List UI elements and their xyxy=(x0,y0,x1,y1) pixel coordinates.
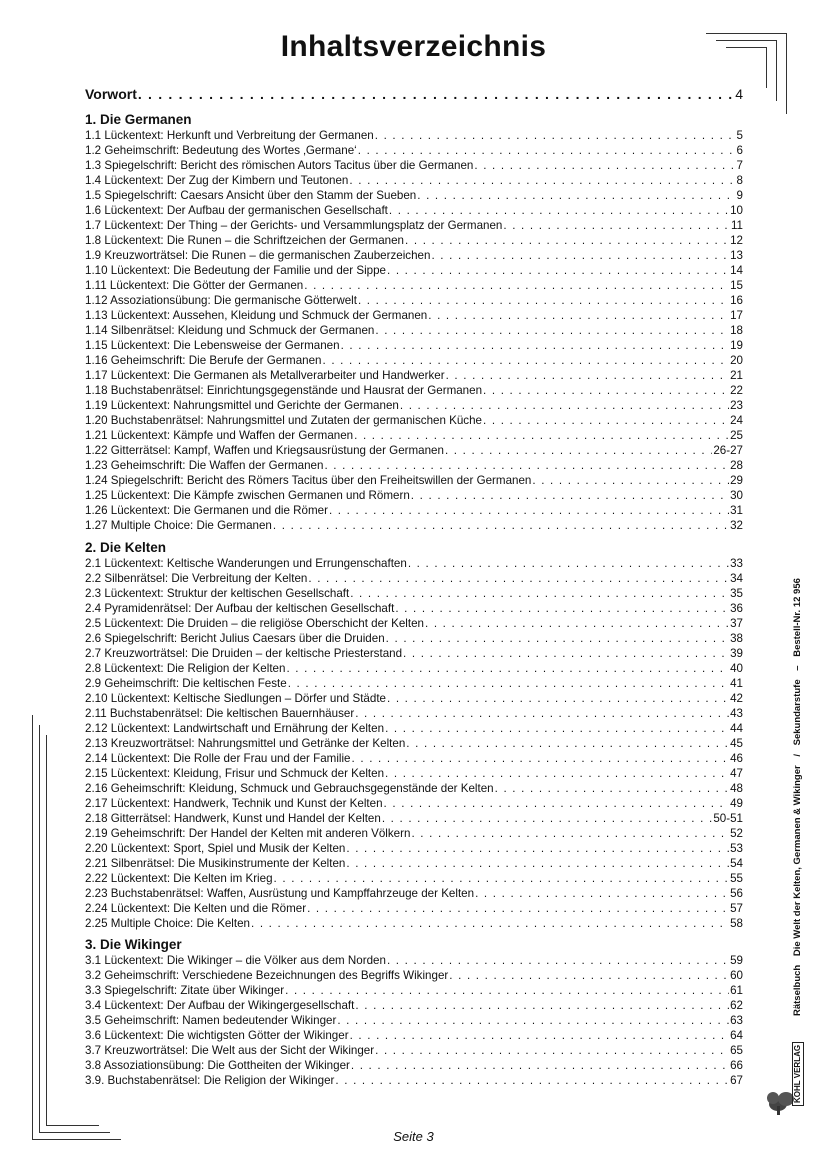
toc-entry[interactable] xyxy=(85,368,743,383)
toc-entry-page: 36 xyxy=(730,602,743,615)
toc-entry[interactable] xyxy=(85,203,743,218)
toc-entry-title: 2.17 Lückentext: Handwerk, Technik und Kunst der Kelten xyxy=(85,797,383,810)
toc-entry[interactable] xyxy=(85,811,743,826)
toc-entry[interactable] xyxy=(85,188,743,203)
toc-entry[interactable] xyxy=(85,998,743,1013)
toc-entry[interactable] xyxy=(85,1013,743,1028)
toc-entry[interactable] xyxy=(85,968,743,983)
toc-entry-page: 61 xyxy=(730,984,743,997)
dot-leader xyxy=(449,968,729,983)
toc-entry-title: 1.13 Lückentext: Aussehen, Kleidung und Schmuck der Germanen xyxy=(85,309,428,322)
toc-entry-page: 16 xyxy=(730,294,743,307)
dot-leader xyxy=(346,841,729,856)
dot-leader xyxy=(408,556,729,571)
toc-entry-title: 2.2 Silbenrätsel: Die Verbreitung der Kelten xyxy=(85,572,308,585)
toc-entry-title: 1.8 Lückentext: Die Runen – die Schriftzeichen der Germanen xyxy=(85,234,405,247)
toc-entry[interactable] xyxy=(85,173,743,188)
toc-entry[interactable] xyxy=(85,158,743,173)
toc-entry-title: 3.4 Lückentext: Der Aufbau der Wikingergesellschaft xyxy=(85,999,355,1012)
toc-entry[interactable] xyxy=(85,841,743,856)
toc-entry-page: 32 xyxy=(730,519,743,532)
dot-leader xyxy=(323,353,730,368)
toc-entry[interactable] xyxy=(85,308,743,323)
dot-leader xyxy=(273,518,729,533)
toc-entry[interactable] xyxy=(85,473,743,488)
toc-entry[interactable] xyxy=(85,488,743,503)
dot-leader xyxy=(384,796,730,811)
toc-entry-title: 1.17 Lückentext: Die Germanen als Metallverarbeiter und Handwerker xyxy=(85,369,445,382)
toc-entry-page: 46 xyxy=(730,752,743,765)
dot-leader xyxy=(346,856,729,871)
toc-entry-page: 65 xyxy=(730,1044,743,1057)
toc-entry[interactable] xyxy=(85,428,743,443)
dot-leader xyxy=(446,368,730,383)
dot-leader xyxy=(385,721,729,736)
dot-leader xyxy=(351,1058,729,1073)
dot-leader xyxy=(341,338,730,353)
toc-entry-vorwort[interactable] xyxy=(85,84,743,104)
dot-leader xyxy=(385,766,729,781)
dot-leader xyxy=(251,916,729,931)
toc-entry-page: 34 xyxy=(730,572,743,585)
toc-entry-page: 7 xyxy=(736,159,743,172)
toc-entry-page: 12 xyxy=(730,234,743,247)
toc-entry-title: 1.10 Lückentext: Die Bedeutung der Familie und der Sippe xyxy=(85,264,386,277)
toc-entry[interactable] xyxy=(85,218,743,233)
toc-entry-title: 3.5 Geheimschrift: Namen bedeutender Wikinger xyxy=(85,1014,337,1027)
toc-entry-title: 3.2 Geheimschrift: Verschiedene Bezeichnungen des Begriffs Wikinger xyxy=(85,969,449,982)
dot-leader xyxy=(425,616,729,631)
dot-leader xyxy=(288,676,729,691)
toc-entry[interactable] xyxy=(85,796,743,811)
dot-leader xyxy=(382,811,713,826)
toc-entry-page: 66 xyxy=(730,1059,743,1072)
toc-entry-title: 2.25 Multiple Choice: Die Kelten xyxy=(85,917,250,930)
toc-entry-page: 28 xyxy=(730,459,743,472)
dot-leader xyxy=(495,781,729,796)
toc-entry[interactable] xyxy=(85,128,743,143)
toc-entry-page: 67 xyxy=(730,1074,743,1087)
toc-entry-title: 2.21 Silbenrätsel: Die Musikinstrumente der Kelten xyxy=(85,857,346,870)
side-level: Sekundarstufe xyxy=(792,679,803,746)
toc-entry-title: 1.11 Lückentext: Die Götter der Germanen xyxy=(85,279,304,292)
dot-leader xyxy=(355,706,729,721)
section-heading: 2. Die Kelten xyxy=(85,540,167,555)
toc-entry[interactable] xyxy=(85,721,743,736)
toc-entry[interactable] xyxy=(85,601,743,616)
toc-entry-page: 4 xyxy=(735,86,743,102)
toc-entry[interactable] xyxy=(85,278,743,293)
toc-entry[interactable] xyxy=(85,503,743,518)
toc-entry-title: 2.8 Lückentext: Die Religion der Kelten xyxy=(85,662,286,675)
dot-leader xyxy=(417,188,735,203)
side-subject: Die Welt der Kelten, Germanen & Wikinger xyxy=(792,765,803,957)
dot-leader xyxy=(324,458,729,473)
dot-leader xyxy=(431,248,729,263)
dot-leader xyxy=(358,143,736,158)
toc-entry-page: 17 xyxy=(730,309,743,322)
dot-leader xyxy=(411,488,729,503)
toc-entry-title: 2.24 Lückentext: Die Kelten und die Römer xyxy=(85,902,307,915)
dot-leader xyxy=(375,1043,729,1058)
dot-leader xyxy=(286,661,729,676)
toc-entry-page: 56 xyxy=(730,887,743,900)
toc-entry[interactable] xyxy=(85,706,743,721)
toc-entry-title: 2.15 Lückentext: Kleidung, Frisur und Schmuck der Kelten xyxy=(85,767,385,780)
dot-leader xyxy=(475,886,729,901)
toc-entry-title: 2.10 Lückentext: Keltische Siedlungen – Dörfer und Städte xyxy=(85,692,386,705)
toc-entry[interactable] xyxy=(85,886,743,901)
dot-leader xyxy=(335,1073,729,1088)
dot-leader xyxy=(532,473,729,488)
toc-entry-page: 13 xyxy=(730,249,743,262)
toc-entry[interactable] xyxy=(85,736,743,751)
toc-entry-title: 2.22 Lückentext: Die Kelten im Krieg xyxy=(85,872,273,885)
toc-entry-title: 1.5 Spiegelschrift: Caesars Ansicht über den Stamm der Sueben xyxy=(85,189,417,202)
toc-entry-page: 5 xyxy=(736,129,743,142)
toc-entry[interactable] xyxy=(85,766,743,781)
toc-entry-title: 1.23 Geheimschrift: Die Waffen der Germanen xyxy=(85,459,324,472)
toc-entry-title: 2.18 Gitterrätsel: Handwerk, Kunst und Handel der Kelten xyxy=(85,812,381,825)
toc-entry-title: 2.23 Buchstabenrätsel: Waffen, Ausrüstung und Kampffahrzeuge der Kelten xyxy=(85,887,475,900)
toc-entry-page: 48 xyxy=(730,782,743,795)
toc-entry-page: 60 xyxy=(730,969,743,982)
dot-leader xyxy=(445,443,712,458)
toc-entry-title: 1.27 Multiple Choice: Die Germanen xyxy=(85,519,272,532)
toc-entry-title: 2.4 Pyramidenrätsel: Der Aufbau der keltischen Gesellschaft xyxy=(85,602,395,615)
toc-entry-page: 42 xyxy=(730,692,743,705)
dot-leader xyxy=(274,871,730,886)
toc-entry[interactable] xyxy=(85,556,743,571)
toc-entry-page: 38 xyxy=(730,632,743,645)
dot-leader xyxy=(375,323,729,338)
toc-entry[interactable] xyxy=(85,826,743,841)
toc-entry-title: 1.16 Geheimschrift: Die Berufe der Germanen xyxy=(85,354,322,367)
toc-entry-page: 50-51 xyxy=(713,812,743,825)
toc-entry-page: 9 xyxy=(736,189,743,202)
toc-entry-page: 41 xyxy=(730,677,743,690)
toc-entry-page: 18 xyxy=(730,324,743,337)
toc-entry[interactable] xyxy=(85,353,743,368)
toc-entry[interactable] xyxy=(85,248,743,263)
toc-entry[interactable] xyxy=(85,143,743,158)
side-order-number: Bestell-Nr. 12 956 xyxy=(792,578,803,657)
toc-entry-page: 49 xyxy=(730,797,743,810)
toc-entry[interactable] xyxy=(85,338,743,353)
toc-entry-page: 24 xyxy=(730,414,743,427)
dot-leader xyxy=(386,631,729,646)
toc-entry-page: 37 xyxy=(730,617,743,630)
dot-leader xyxy=(411,826,729,841)
toc-entry-title: 3.9. Buchstabenrätsel: Die Religion der Wikinger xyxy=(85,1074,335,1087)
toc-entry-title: 1.15 Lückentext: Die Lebensweise der Germanen xyxy=(85,339,340,352)
dot-leader xyxy=(406,736,729,751)
toc-entry-page: 30 xyxy=(730,489,743,502)
dot-leader xyxy=(483,413,729,428)
toc-entry-title: 2.12 Lückentext: Landwirtschaft und Ernährung der Kelten xyxy=(85,722,385,735)
toc-entry[interactable] xyxy=(85,413,743,428)
toc-entry-title: 2.9 Geheimschrift: Die keltischen Feste xyxy=(85,677,287,690)
section-heading: 1. Die Germanen xyxy=(85,112,192,127)
toc-entry-title: 2.14 Lückentext: Die Rolle der Frau und der Familie xyxy=(85,752,351,765)
toc-entry-title: 1.1 Lückentext: Herkunft und Verbreitung der Germanen xyxy=(85,129,374,142)
toc-entry-title: 3.6 Lückentext: Die wichtigsten Götter der Wikinger xyxy=(85,1029,349,1042)
page-title: Inhaltsverzeichnis xyxy=(280,30,547,63)
toc-entry-page: 63 xyxy=(730,1014,743,1027)
toc-entry-title: 3.3 Spiegelschrift: Zitate über Wikinger xyxy=(85,984,285,997)
toc-entry[interactable] xyxy=(85,398,743,413)
toc-entry[interactable] xyxy=(85,646,743,661)
toc-entry-page: 14 xyxy=(730,264,743,277)
toc-entry-page: 40 xyxy=(730,662,743,675)
toc-entry-page: 64 xyxy=(730,1029,743,1042)
dot-leader xyxy=(349,173,735,188)
toc-entry[interactable] xyxy=(85,263,743,278)
dot-leader xyxy=(354,428,729,443)
toc-entry-title: 3.7 Kreuzworträtsel: Die Welt aus der Sicht der Wikinger xyxy=(85,1044,375,1057)
toc-sections xyxy=(85,111,743,1088)
toc-entry-page: 26-27 xyxy=(713,444,743,457)
toc-entry[interactable] xyxy=(85,323,743,338)
toc-entry-title: 1.7 Lückentext: Der Thing – der Gerichts- und Versammlungsplatz der Germanen xyxy=(85,219,503,232)
dot-leader xyxy=(337,1013,729,1028)
toc-entry-page: 15 xyxy=(730,279,743,292)
toc-entry-title: 1.24 Spiegelschrift: Bericht des Römers Tacitus über den Freiheitswillen der Germanen xyxy=(85,474,532,487)
dot-leader xyxy=(474,158,735,173)
toc-entry-title: 2.5 Lückentext: Die Druiden – die religiöse Oberschicht der Kelten xyxy=(85,617,424,630)
dot-leader xyxy=(400,398,729,413)
dot-leader xyxy=(403,646,729,661)
toc-entry[interactable] xyxy=(85,781,743,796)
toc-entry-title: 2.1 Lückentext: Keltische Wanderungen und Errungenschaften xyxy=(85,557,407,570)
dot-leader xyxy=(405,233,729,248)
toc-entry[interactable] xyxy=(85,983,743,998)
toc-entry-title: 1.4 Lückentext: Der Zug der Kimbern und Teutonen xyxy=(85,174,349,187)
toc-entry-page: 62 xyxy=(730,999,743,1012)
toc-entry-title: 3.8 Assoziationsübung: Die Gottheiten der Wikinger xyxy=(85,1059,350,1072)
dot-leader xyxy=(387,953,729,968)
dot-leader xyxy=(138,84,734,104)
toc-entry-page: 25 xyxy=(730,429,743,442)
dot-leader xyxy=(387,691,729,706)
toc-entry-page: 39 xyxy=(730,647,743,660)
toc-entry-title: 1.2 Geheimschrift: Bedeutung des Wortes ‚Germane‘ xyxy=(85,144,357,157)
toc-entry-page: 43 xyxy=(730,707,743,720)
toc-entry-title: 3.1 Lückentext: Die Wikinger – die Völker aus dem Norden xyxy=(85,954,386,967)
toc-entry[interactable] xyxy=(85,1043,743,1058)
side-separator-slash: / xyxy=(792,754,803,757)
dot-leader xyxy=(358,293,729,308)
toc-entry-title: 1.18 Buchstabenrätsel: Einrichtungsgegenstände und Hausrat der Germanen xyxy=(85,384,483,397)
dot-leader xyxy=(308,571,729,586)
toc-entry-title: Vorwort xyxy=(85,86,137,102)
toc-entry-title: 1.12 Assoziationsübung: Die germanische Götterwelt xyxy=(85,294,357,307)
toc-entry-title: 2.11 Buchstabenrätsel: Die keltischen Bauernhäuser xyxy=(85,707,355,720)
toc-entry-page: 52 xyxy=(730,827,743,840)
toc-entry[interactable] xyxy=(85,953,743,968)
toc-entry-page: 57 xyxy=(730,902,743,915)
dot-leader xyxy=(350,1028,730,1043)
toc-entry[interactable] xyxy=(85,871,743,886)
toc-entry-title: 1.9 Kreuzworträtsel: Die Runen – die germanischen Zauberzeichen xyxy=(85,249,431,262)
toc-entry-page: 20 xyxy=(730,354,743,367)
toc-entry[interactable] xyxy=(85,751,743,766)
dot-leader xyxy=(352,751,730,766)
toc-entry-title: 1.25 Lückentext: Die Kämpfe zwischen Germanen und Römern xyxy=(85,489,410,502)
publisher-logo-text: KOHL VERLAG xyxy=(792,1042,804,1106)
toc-entry[interactable] xyxy=(85,856,743,871)
toc-entry[interactable] xyxy=(85,901,743,916)
toc-entry-page: 54 xyxy=(730,857,743,870)
toc-entry-page: 47 xyxy=(730,767,743,780)
toc-entry[interactable] xyxy=(85,691,743,706)
side-book-title: Rätselbuch xyxy=(792,964,803,1016)
toc-entry-page: 59 xyxy=(730,954,743,967)
table-of-contents xyxy=(85,84,743,1088)
toc-entry-title: 2.20 Lückentext: Sport, Spiel und Musik der Kelten xyxy=(85,842,346,855)
dot-leader xyxy=(395,601,729,616)
toc-entry[interactable] xyxy=(85,1028,743,1043)
dot-leader xyxy=(389,203,729,218)
toc-entry[interactable] xyxy=(85,443,743,458)
toc-entry-page: 8 xyxy=(736,174,743,187)
toc-entry-page: 22 xyxy=(730,384,743,397)
toc-entry[interactable] xyxy=(85,383,743,398)
toc-entry[interactable] xyxy=(85,916,743,931)
toc-entry-page: 33 xyxy=(730,557,743,570)
toc-entry-page: 45 xyxy=(730,737,743,750)
dot-leader xyxy=(285,983,729,998)
toc-entry[interactable] xyxy=(85,233,743,248)
toc-entry-title: 1.6 Lückentext: Der Aufbau der germanischen Gesellschaft xyxy=(85,204,388,217)
toc-entry-page: 58 xyxy=(730,917,743,930)
dot-leader xyxy=(387,263,729,278)
dot-leader xyxy=(350,586,729,601)
toc-entry-page: 31 xyxy=(730,504,743,517)
toc-entry-page: 35 xyxy=(730,587,743,600)
toc-entry[interactable] xyxy=(85,1073,743,1088)
dot-leader xyxy=(428,308,729,323)
toc-entry[interactable] xyxy=(85,458,743,473)
toc-entry[interactable] xyxy=(85,518,743,533)
dot-leader xyxy=(375,128,736,143)
dot-leader xyxy=(355,998,729,1013)
toc-entry-title: 1.19 Lückentext: Nahrungsmittel und Gerichte der Germanen xyxy=(85,399,399,412)
toc-entry-page: 6 xyxy=(736,144,743,157)
toc-entry-page: 10 xyxy=(730,204,743,217)
toc-entry-page: 53 xyxy=(730,842,743,855)
dot-leader xyxy=(483,383,729,398)
toc-entry-page: 19 xyxy=(730,339,743,352)
toc-entry[interactable] xyxy=(85,1058,743,1073)
toc-entry-page: 55 xyxy=(730,872,743,885)
toc-entry-title: 1.26 Lückentext: Die Germanen und die Römer xyxy=(85,504,328,517)
page-number-footer: Seite 3 xyxy=(393,1129,434,1144)
toc-entry-title: 1.3 Spiegelschrift: Bericht des römischen Autors Tacitus über die Germanen xyxy=(85,159,474,172)
toc-entry[interactable] xyxy=(85,586,743,601)
toc-entry-title: 1.21 Lückentext: Kämpfe und Waffen der Germanen xyxy=(85,429,354,442)
toc-entry[interactable] xyxy=(85,676,743,691)
toc-entry-page: 11 xyxy=(730,219,743,232)
toc-entry-page: 44 xyxy=(730,722,743,735)
toc-entry-title: 2.13 Kreuzworträtsel: Nahrungsmittel und Getränke der Kelten xyxy=(85,737,406,750)
toc-entry-title: 2.7 Kreuzworträtsel: Die Druiden – der keltische Priesterstand xyxy=(85,647,403,660)
toc-entry-title: 1.22 Gitterrätsel: Kampf, Waffen und Kriegsausrüstung der Germanen xyxy=(85,444,444,457)
toc-entry[interactable] xyxy=(85,661,743,676)
toc-entry[interactable] xyxy=(85,631,743,646)
dot-leader xyxy=(304,278,729,293)
dot-leader xyxy=(329,503,729,518)
toc-entry-title: 1.20 Buchstabenrätsel: Nahrungsmittel und Zutaten der germanischen Küche xyxy=(85,414,483,427)
toc-entry[interactable] xyxy=(85,293,743,308)
toc-entry[interactable] xyxy=(85,616,743,631)
toc-entry-title: 2.6 Spiegelschrift: Bericht Julius Caesars über die Druiden xyxy=(85,632,385,645)
section-heading: 3. Die Wikinger xyxy=(85,937,182,952)
toc-entry-title: 1.14 Silbenrätsel: Kleidung und Schmuck der Germanen xyxy=(85,324,375,337)
dot-leader xyxy=(307,901,729,916)
toc-entry-title: 2.16 Geheimschrift: Kleidung, Schmuck und Gebrauchsgegenstände der Kelten xyxy=(85,782,494,795)
toc-entry-title: 2.3 Lückentext: Struktur der keltischen Gesellschaft xyxy=(85,587,350,600)
toc-entry-page: 23 xyxy=(730,399,743,412)
toc-entry-title: 2.19 Geheimschrift: Der Handel der Kelten mit anderen Völkern xyxy=(85,827,411,840)
toc-entry[interactable] xyxy=(85,571,743,586)
toc-entry-page: 21 xyxy=(730,369,743,382)
toc-entry-page: 29 xyxy=(730,474,743,487)
side-publication-info xyxy=(792,572,803,1016)
dot-leader xyxy=(503,218,730,233)
side-separator-dash: – xyxy=(792,665,803,671)
